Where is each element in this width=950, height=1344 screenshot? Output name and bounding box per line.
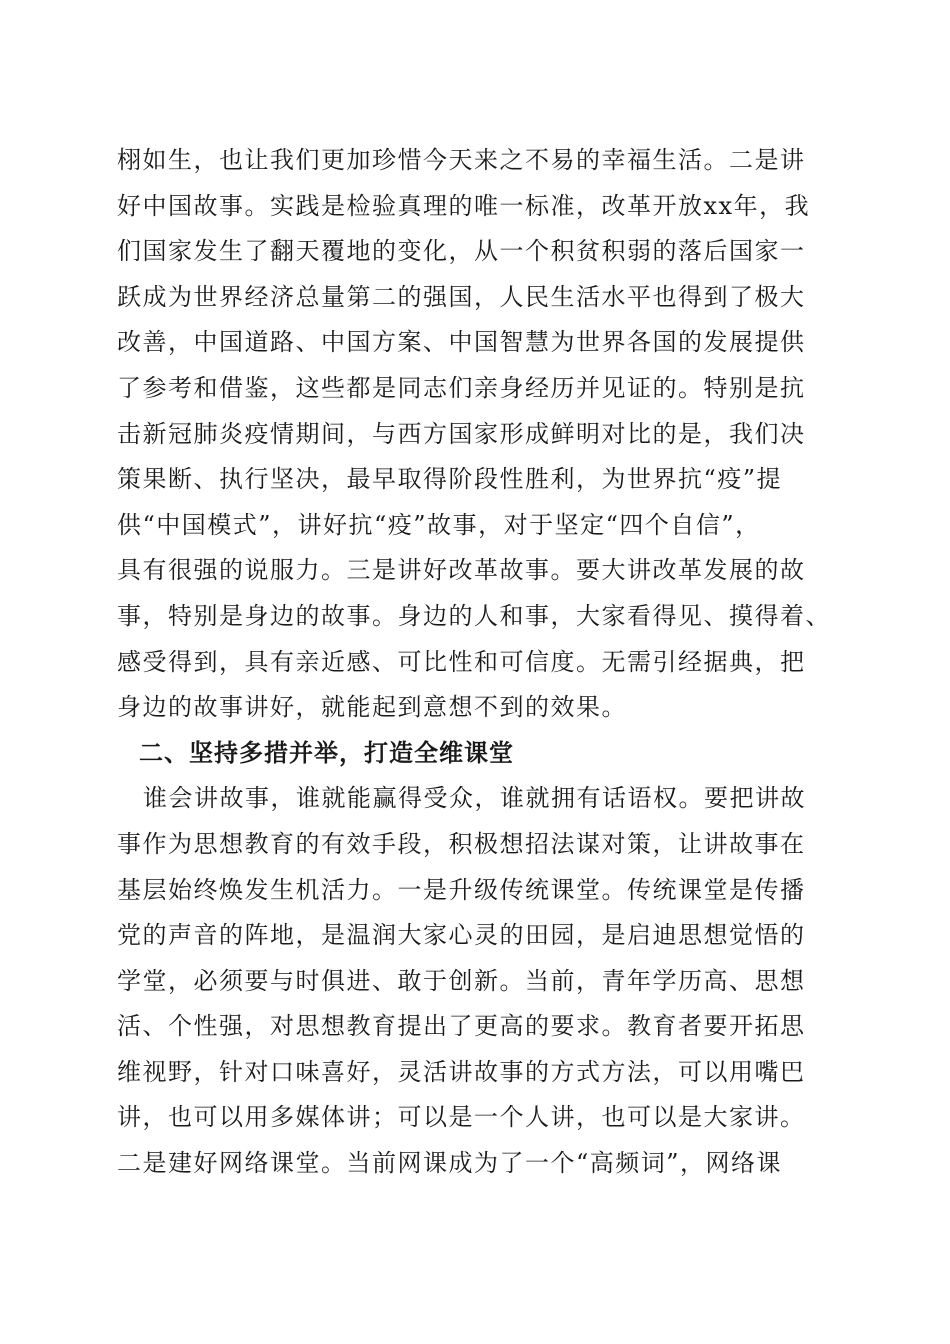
text-line: 维视野，针对口味喜好，灵活讲故事的方式方法，可以用嘴巴 [117, 1057, 806, 1086]
text-line: 感受得到，具有亲近感、可比性和可信度。无需引经据典，把 [117, 647, 806, 676]
text-line: 学堂，必须要与时俱进、敢于创新。当前，青年学历高、思想 [117, 966, 806, 995]
text-line: 了参考和借鉴，这些都是同志们亲身经历并见证的。特别是抗 [117, 373, 806, 402]
text-line: 事，特别是身边的故事。身边的人和事，大家看得见、摸得着、 [117, 601, 831, 630]
text-line: 二是建好网络课堂。当前网课成为了一个“高频词”，网络课 [117, 1149, 783, 1178]
text-line: 跃成为世界经济总量第二的强国，人民生活水平也得到了极大 [117, 282, 806, 311]
text-line: 事作为思想教育的有效手段，积极想招法谋对策，让讲故事在 [117, 829, 806, 858]
text-line: 们国家发生了翻天覆地的变化，从一个积贫积弱的落后国家一 [117, 237, 806, 266]
text-line: 改善，中国道路、中国方案、中国智慧为世界各国的发展提供 [117, 328, 806, 357]
text-line: 基层始终焕发生机活力。一是升级传统课堂。传统课堂是传播 [117, 875, 806, 904]
text-line: 谁会讲故事，谁就能赢得受众，谁就拥有话语权。要把讲故 [143, 784, 806, 813]
text-line: 具有很强的说服力。三是讲好改革故事。要大讲改革发展的故 [117, 556, 806, 585]
text-line: 党的声音的阵地，是温润大家心灵的田园，是启迪思想觉悟的 [117, 921, 806, 950]
section-heading: 二、坚持多措并举，打造全维课堂 [139, 738, 514, 767]
paragraph-1 [117, 138, 837, 731]
text-line: 栩如生，也让我们更加珍惜今天来之不易的幸福生活。二是讲 [117, 146, 806, 174]
paragraph-2 [117, 776, 837, 1186]
text-line: 活、个性强，对思想教育提出了更高的要求。教育者要开拓思 [117, 1012, 806, 1041]
text-line: 击新冠肺炎疫情期间，与西方国家形成鲜明对比的是，我们决 [117, 419, 806, 448]
text-line: 供“中国模式”，讲好抗“疫”故事，对于坚定“四个自信”， [117, 510, 761, 539]
text-line: 好中国故事。实践是检验真理的唯一标准，改革开放xx年，我 [117, 191, 811, 220]
text-line: 策果断、执行坚决，最早取得阶段性胜利，为世界抗“疫”提 [117, 465, 783, 494]
text-line: 讲，也可以用多媒体讲；可以是一个人讲，也可以是大家讲。 [117, 1103, 806, 1132]
text-line: 身边的故事讲好，就能起到意想不到的效果。 [117, 693, 627, 722]
document-body [117, 138, 837, 1187]
